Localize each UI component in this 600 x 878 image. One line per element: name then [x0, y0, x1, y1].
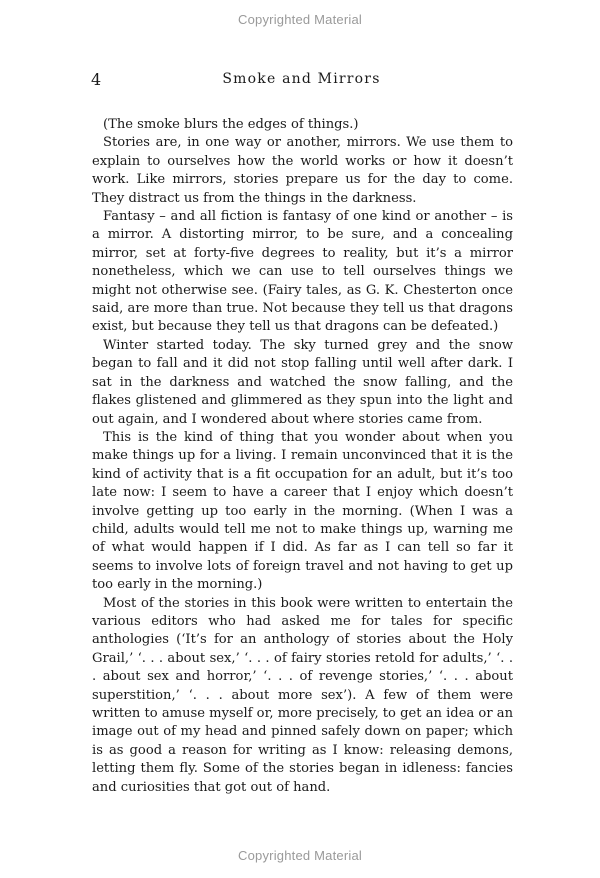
paragraph: Most of the stories in this book were written to entertain the various editors who had asked me for tales for specific anthologies (‘It’s for an anthology of stories about the Holy Grail,’ ‘. . . about sex,’ ‘. . . of fairy stories retold for adults,’ ‘. . . about sex and horror,’ ‘. . . of revenge stories,’ ‘. . . about superstition,’ ‘. . . about more sex’). A few of them were written to amuse myself or, more precisely, to get an idea or an image out of my head and pinned safely down on paper; which is as good a reason for writing as I know: releasing demons, letting them fly. Some of the stories began in idleness: fancies and curiosities that got out of hand.: [92, 595, 513, 795]
body-text: [92, 116, 513, 797]
paragraph: Stories are, in one way or another, mirrors. We use them to explain to ourselves how the world works or how it doesn’t work. Like mirrors, stories prepare us for the day to come. They distract us from the things in the darkness.: [92, 135, 513, 206]
paragraph: (The smoke blurs the edges of things.): [103, 117, 359, 132]
paragraph: This is the kind of thing that you wonder about when you make things up for a living. I remain unconvinced that it is the kind of activity that is a fit occupation for an adult, but it’s too late now: I seem to have a career that I enjoy which doesn’t involve getting up too early in the morning. (When I was a child, adults would tell me not to make things up, warning me of what would happen if I did. As far as I can tell so far it seems to involve lots of foreign travel and not having to get up too early in the morning.): [92, 429, 513, 593]
copyright-watermark-top: Copyrighted Material: [238, 12, 362, 27]
running-head: [91, 70, 512, 94]
paragraph: Fantasy – and all fiction is fantasy of one kind or another – is a mirror. A distorting mirror, to be sure, and a concealing mirror, set at forty-five degrees to reality, but it’s a mirror nonetheless, which we can use to tell ourselves things we might not otherwise see. (Fairy tales, as G. K. Chesterton once said, are more than true. Not because they tell us that dragons exist, but because they tell us that dragons can be defeated.): [92, 209, 513, 335]
running-title: Smoke and Mirrors: [222, 71, 381, 87]
paragraph: Winter started today. The sky turned grey and the snow began to fall and it did not stop falling until well after dark. I sat in the darkness and watched the snow falling, and the flakes glistened and glimmered as they spun into the light and out again, and I wondered about where stories came from.: [92, 337, 513, 427]
page-number: 4: [91, 70, 102, 89]
copyright-watermark-bottom: Copyrighted Material: [238, 848, 362, 863]
